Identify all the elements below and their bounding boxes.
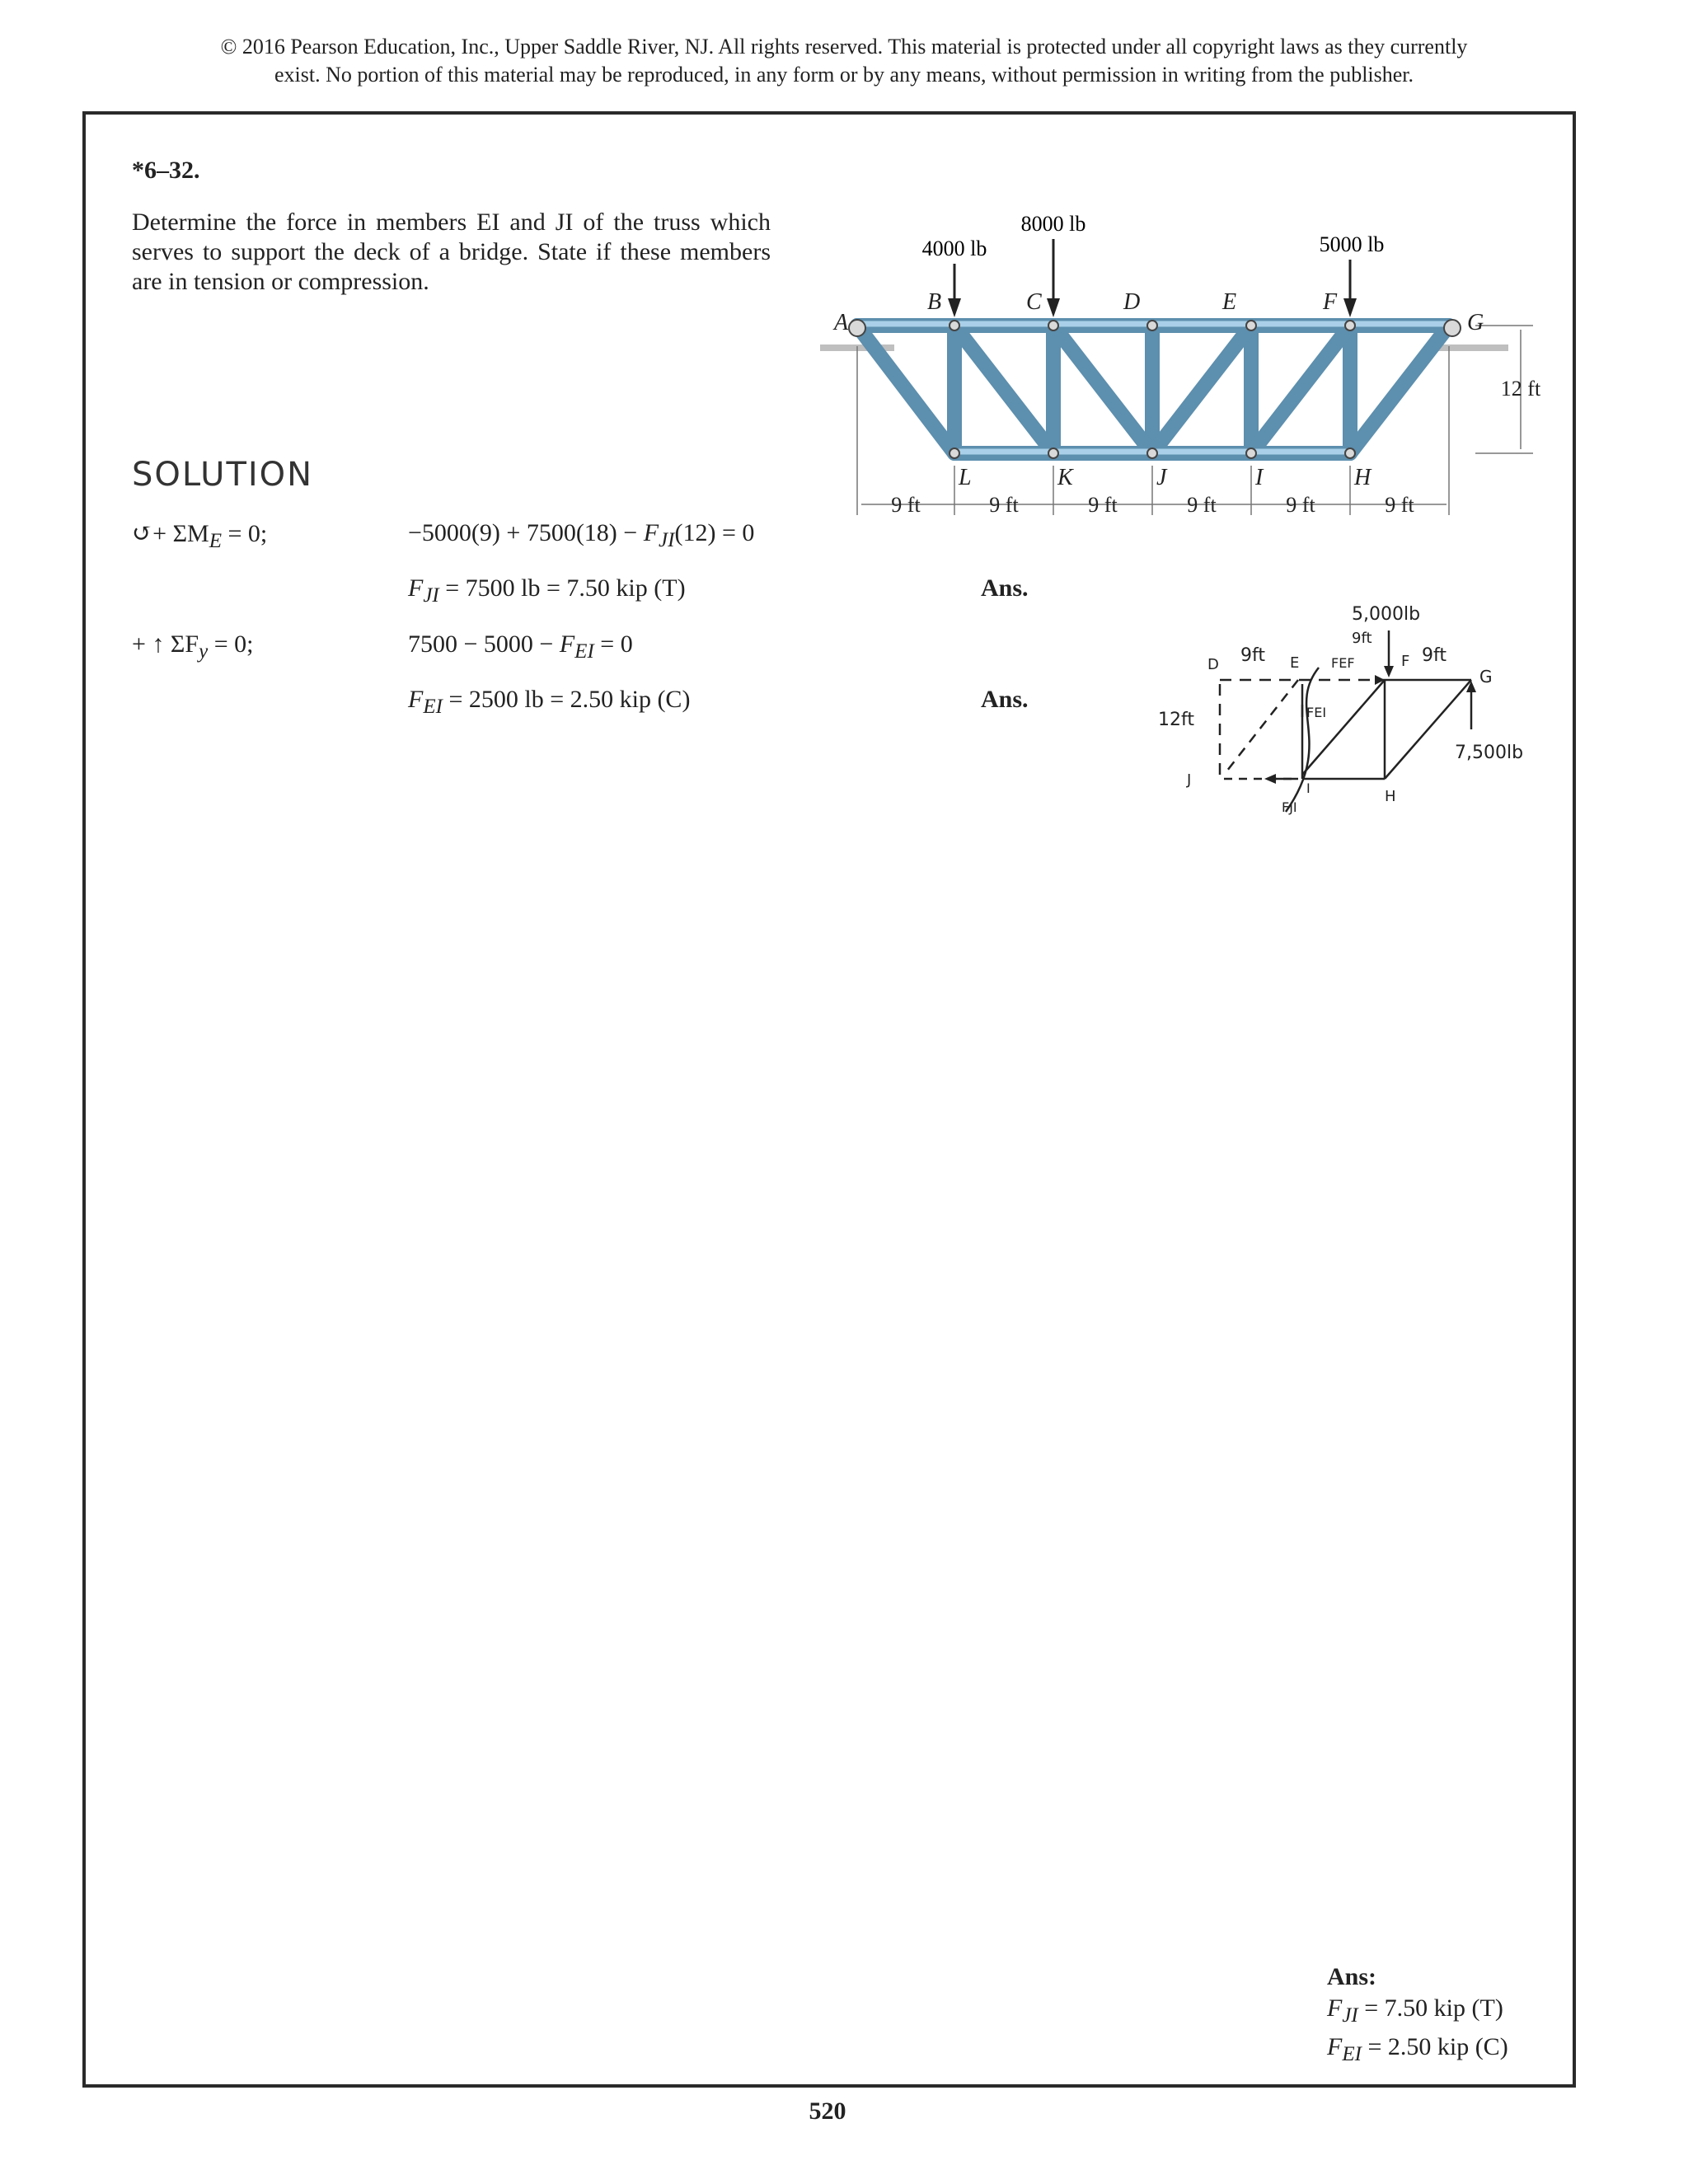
truss-members	[857, 326, 1449, 453]
sketch-diag-gh	[1385, 680, 1471, 779]
free-body-sketch	[1154, 585, 1550, 841]
joint-label-d: D	[1123, 289, 1141, 315]
dim-label-3: 9 ft	[1088, 493, 1118, 517]
dim-label-2: 9 ft	[989, 493, 1019, 517]
sketch-reaction-label: 7,500lb	[1455, 743, 1524, 763]
load-arrows	[948, 239, 1357, 317]
sketch-label-i: I	[1306, 780, 1311, 796]
load-label-c: 8000 lb	[1020, 212, 1086, 236]
sketch-dim-9b: 9ft	[1352, 630, 1372, 647]
sketch-label-f: F	[1401, 653, 1410, 670]
sketch-dim-9c: 9ft	[1422, 645, 1447, 666]
sketch-label-e: E	[1290, 654, 1300, 672]
sketch-label-d: D	[1207, 656, 1219, 673]
sketch-label-h: H	[1385, 788, 1396, 805]
joint-label-h: H	[1354, 465, 1372, 490]
dim-label-height: 12 ft	[1500, 377, 1541, 401]
sketch-dim-12: 12ft	[1158, 710, 1194, 730]
sketch-dim-9a: 9ft	[1240, 645, 1265, 666]
force-sum-label: + ↑ $\Sigma F_y = 0$;	[132, 630, 254, 663]
answer-line-1: $F_{JI} = 7.50$ kip (T)	[1327, 1994, 1503, 2027]
joint-label-b: B	[927, 289, 942, 315]
joint-label-j: J	[1156, 465, 1167, 490]
joint-label-a: A	[834, 310, 849, 335]
joint-label-k: K	[1057, 465, 1073, 490]
joint-label-l: L	[959, 465, 972, 490]
load-label-f: 5000 lb	[1319, 232, 1385, 256]
moment-equation-label: ↺+ $\Sigma M_E = 0$;	[132, 520, 268, 552]
ans-tag-1: Ans.	[981, 574, 1029, 602]
dim-label-6: 9 ft	[1385, 493, 1414, 517]
joint-label-e: E	[1222, 289, 1237, 315]
page-number: 520	[809, 2097, 846, 2125]
copyright-notice	[82, 33, 1606, 89]
sketch-diag-dashed	[1224, 680, 1298, 775]
load-label-b: 4000 lb	[921, 237, 987, 260]
answer-title: Ans:	[1327, 1963, 1377, 1990]
moment-equation: $-5000(9) + 7500(18) - F_{JI}(12) = 0$	[408, 519, 755, 551]
force-sum-equation: $7500 - 5000 - F_{EI} = 0$	[408, 630, 633, 663]
result-fei: $F_{EI} = 2500$ lb = 2.50 kip (C)	[408, 686, 691, 718]
joint-label-g: G	[1467, 310, 1484, 335]
sketch-label-j: J	[1187, 771, 1192, 789]
sketch-fji: FJI	[1282, 799, 1297, 815]
problem-number: *6–32.	[132, 157, 200, 184]
sketch-diag-solid	[1302, 680, 1385, 775]
joint-label-f: F	[1323, 289, 1338, 315]
truss-figure	[816, 206, 1558, 536]
joint-label-i: I	[1255, 465, 1264, 490]
dim-label-4: 9 ft	[1187, 493, 1217, 517]
problem-statement: Determine the force in members EI and JI of the truss which serves to support the deck of a bridge. State if these members are in tension or compression.	[132, 209, 771, 295]
solution-heading: SOLUTION	[132, 456, 314, 494]
ans-tag-2: Ans.	[981, 686, 1029, 713]
answer-line-2: $F_{EI} = 2.50$ kip (C)	[1327, 2033, 1508, 2065]
moment-ccw-icon: ↺+	[132, 520, 173, 547]
dim-label-5: 9 ft	[1286, 493, 1315, 517]
dim-label-1: 9 ft	[891, 493, 921, 517]
sketch-load-label: 5,000lb	[1352, 604, 1421, 625]
support-right	[1434, 344, 1508, 351]
answer-box	[1327, 1961, 1508, 2070]
sketch-fei: FEI	[1306, 705, 1327, 720]
joint-label-c: C	[1026, 289, 1042, 315]
result-fji: $F_{JI} = 7500$ lb = 7.50 kip (T)	[408, 574, 686, 607]
copyright-line-2: exist. No portion of this material may be reproduced, in any form or by any means, without permission in writing from the publisher.	[274, 63, 1414, 87]
sketch-label-g: G	[1479, 667, 1493, 687]
sketch-fef: FEF	[1331, 655, 1355, 671]
copyright-line-1: © 2016 Pearson Education, Inc., Upper Saddle River, NJ. All rights reserved. This material is protected under all copyright laws as they currently	[220, 35, 1468, 59]
